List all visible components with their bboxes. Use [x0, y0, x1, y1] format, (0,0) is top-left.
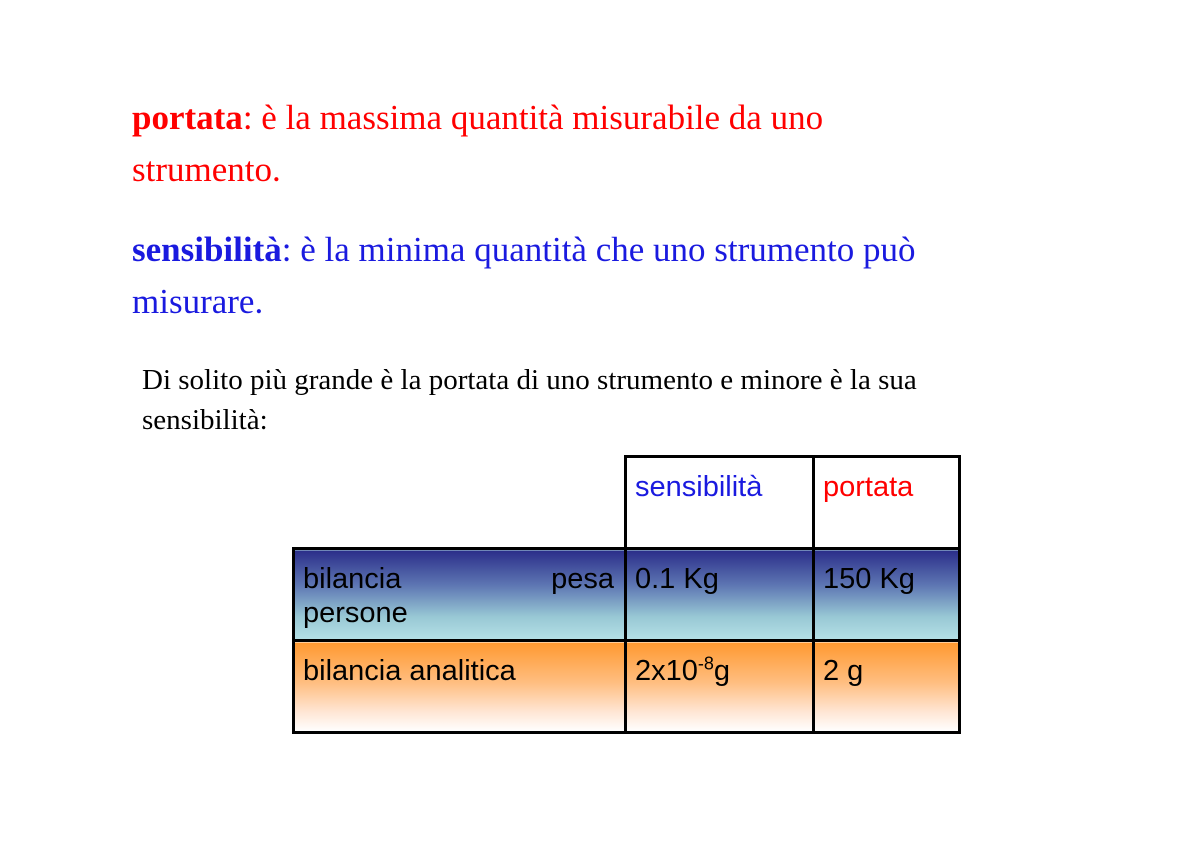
table-row: [294, 641, 960, 733]
header-sensibilita: sensibilità: [626, 457, 814, 549]
row-name-word: bilancia: [303, 563, 402, 595]
row-name-cell: [294, 549, 626, 641]
comparison-table: [292, 455, 961, 734]
sens-base: 2x10: [635, 655, 698, 687]
row-sensibilita-cell: 0.1 Kg: [626, 549, 814, 641]
sens-exponent: -8: [697, 653, 714, 674]
table-header-row: [294, 457, 960, 549]
note-paragraph: Di solito più grande è la portata di uno strumento e minore è la sua sensibilità:: [142, 364, 917, 436]
term-portata: portata: [132, 98, 243, 137]
definition-sensibilita: [132, 224, 1052, 328]
row-name-line2: persone: [303, 597, 408, 629]
row-name-cell: bilancia analitica: [294, 641, 626, 733]
term-sensibilita: sensibilità: [132, 230, 282, 269]
row-sensibilita-cell: [626, 641, 814, 733]
row-name-line1: [303, 562, 616, 596]
row-portata-cell: 150 Kg: [814, 549, 960, 641]
definition-sensibilita-text: : è la minima quantità che uno strumento può misurare.: [132, 230, 916, 321]
definition-portata-text: : è la massima quantità misurabile da uno strumento.: [132, 98, 824, 189]
row-name-word: pesa: [551, 563, 614, 595]
table-row: [294, 549, 960, 641]
definition-portata: [132, 92, 952, 196]
table-corner-cell: [294, 457, 626, 549]
row-portata-cell: 2 g: [814, 641, 960, 733]
header-portata: portata: [814, 457, 960, 549]
sens-unit: g: [713, 655, 731, 687]
